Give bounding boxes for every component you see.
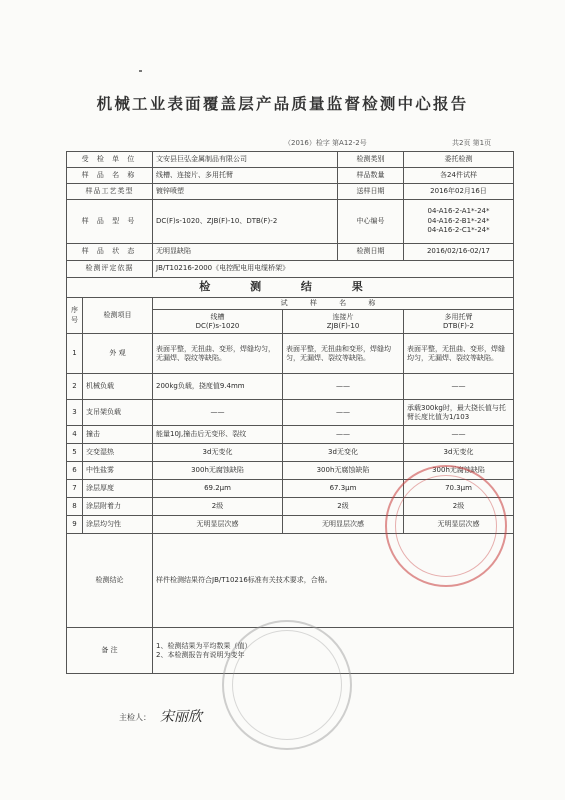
row-value-1: 300h无腐蚀缺陷 (153, 462, 283, 480)
row-value-3: —— (404, 374, 514, 400)
row-no: 9 (67, 516, 83, 534)
table-row (67, 516, 514, 534)
model-label: 样 品 型 号 (67, 200, 153, 244)
category-label: 检测类别 (338, 152, 404, 168)
results-heading: 检 测 结 果 (67, 278, 514, 298)
item-header: 检测项目 (83, 298, 153, 334)
center-no-3: 04-A16-2-C1*-24* (427, 226, 490, 235)
report-table (66, 151, 514, 674)
sample-2-header (283, 310, 404, 334)
row-item: 机械负载 (83, 374, 153, 400)
test-date-value: 2016/02/16-02/17 (404, 244, 514, 261)
row-item: 涂层附着力 (83, 498, 153, 516)
client-value: 文安县巨弘金属制品有限公司 (153, 152, 338, 168)
row-item: 交变湿热 (83, 444, 153, 462)
model-value: DC(F)s-1020、ZJB(F)-10、DTB(F)-2 (153, 200, 338, 244)
basis-label: 检测评定依据 (67, 261, 153, 278)
qty-label: 样品数量 (338, 168, 404, 184)
state-value: 无明显缺陷 (153, 244, 338, 261)
sample-2-model: ZJB(F)-10 (326, 321, 360, 330)
row-value-2: 无明显层次感 (283, 516, 404, 534)
process-label: 样品工艺类型 (67, 184, 153, 200)
report-number: （2016）检字 第A12-2号 (284, 139, 367, 147)
sample-3-header (404, 310, 514, 334)
row-value-2: —— (283, 426, 404, 444)
row-no: 3 (67, 400, 83, 426)
row-value-1: 3d无变化 (153, 444, 283, 462)
center-no-1: 04-A16-2-A1*-24* (427, 207, 490, 216)
center-no-values (404, 200, 514, 244)
seq-header: 序号 (67, 298, 83, 334)
remarks-value (153, 628, 514, 674)
sample-name-label: 样 品 名 称 (67, 168, 153, 184)
row-item: 中性盐雾 (83, 462, 153, 480)
row-value-3: 70.3μm (404, 480, 514, 498)
row-value-3: 无明显层次感 (404, 516, 514, 534)
table-row (67, 426, 514, 444)
send-date-value: 2016年02月16日 (404, 184, 514, 200)
table-row (67, 444, 514, 462)
row-value-1: 2级 (153, 498, 283, 516)
table-row (67, 480, 514, 498)
row-no: 1 (67, 334, 83, 374)
row-value-3: 300h无腐蚀缺陷 (404, 462, 514, 480)
row-no: 5 (67, 444, 83, 462)
table-row (67, 334, 514, 374)
row-value-2: 表面平整，无扭曲和变形，焊缝均匀，无漏焊、裂纹等缺陷。 (283, 334, 404, 374)
sample-1-header (153, 310, 283, 334)
row-item: 支吊架负载 (83, 400, 153, 426)
row-no: 6 (67, 462, 83, 480)
category-value: 委托检测 (404, 152, 514, 168)
send-date-label: 送样日期 (338, 184, 404, 200)
row-value-2: 67.3μm (283, 480, 404, 498)
row-no: 7 (67, 480, 83, 498)
remark-line-2: 2、本检测报告有说明为变年 (156, 650, 245, 659)
qty-value: 各24件试样 (404, 168, 514, 184)
table-row (67, 400, 514, 426)
sample-2-name: 连接片 (332, 312, 354, 321)
table-row (67, 374, 514, 400)
state-label: 样 品 状 态 (67, 244, 153, 261)
row-value-2: —— (283, 400, 404, 426)
sample-name-header: 试 样 名 称 (153, 298, 514, 310)
row-value-1: 200kg负载，挠度值9.4mm (153, 374, 283, 400)
center-no-label: 中心编号 (338, 200, 404, 244)
row-value-3: 3d无变化 (404, 444, 514, 462)
conclusion-value: 样件检测结果符合JB/T10216标准有关技术要求，合格。 (153, 534, 514, 628)
row-value-1: 能量10J,撞击后无变形、裂纹 (153, 426, 283, 444)
sample-3-name: 多用托臂 (444, 312, 473, 321)
row-no: 8 (67, 498, 83, 516)
row-no: 2 (67, 374, 83, 400)
sample-name-value: 线槽、连接片、多用托臂 (153, 168, 338, 184)
row-value-1: —— (153, 400, 283, 426)
signer-label: 主检人： (119, 713, 151, 722)
remark-line-1: 1、检测结果为平均数果（值） (156, 641, 252, 650)
signature: 宋丽欣 (160, 709, 202, 725)
row-value-2: 3d无变化 (283, 444, 404, 462)
center-no-2: 04-A16-2-B1*-24* (427, 216, 490, 225)
row-value-3: 表面平整，无扭曲、变形，焊缝均匀，无漏焊、裂纹等缺陷。 (404, 334, 514, 374)
process-value: 镀锌喷塑 (153, 184, 338, 200)
row-no: 4 (67, 426, 83, 444)
remarks-label: 备 注 (67, 628, 153, 674)
sample-3-model: DTB(F)-2 (443, 321, 474, 330)
conclusion-label: 检测结论 (67, 534, 153, 628)
row-value-1: 表面平整，无扭曲、变形，焊缝均匀，无漏焊、裂纹等缺陷。 (153, 334, 283, 374)
row-value-2: 300h无腐蚀缺陷 (283, 462, 404, 480)
client-label: 受 检 单 位 (67, 152, 153, 168)
page-info: 共2页 第1页 (452, 139, 492, 147)
row-item: 涂层厚度 (83, 480, 153, 498)
row-value-2: —— (283, 374, 404, 400)
row-item: 涂层均匀性 (83, 516, 153, 534)
row-value-1: 69.2μm (153, 480, 283, 498)
row-value-1: 无明显层次感 (153, 516, 283, 534)
scan-mark (139, 70, 142, 72)
table-row (67, 462, 514, 480)
row-value-3: 承载300kg时，最大挠长值与托臂长度比值为1/103 (404, 400, 514, 426)
sample-1-model: DC(F)s-1020 (195, 321, 240, 330)
sample-1-name: 线槽 (210, 312, 225, 321)
row-item: 外 观 (83, 334, 153, 374)
row-value-3: 2级 (404, 498, 514, 516)
report-title: 机械工业表面覆盖层产品质量监督检测中心报告 (96, 95, 469, 113)
table-row (67, 498, 514, 516)
row-value-2: 2级 (283, 498, 404, 516)
basis-value: JB/T10216-2000《电控配电用电缆桥架》 (153, 261, 514, 278)
row-item: 撞击 (83, 426, 153, 444)
test-date-label: 检测日期 (338, 244, 404, 261)
row-value-3: —— (404, 426, 514, 444)
